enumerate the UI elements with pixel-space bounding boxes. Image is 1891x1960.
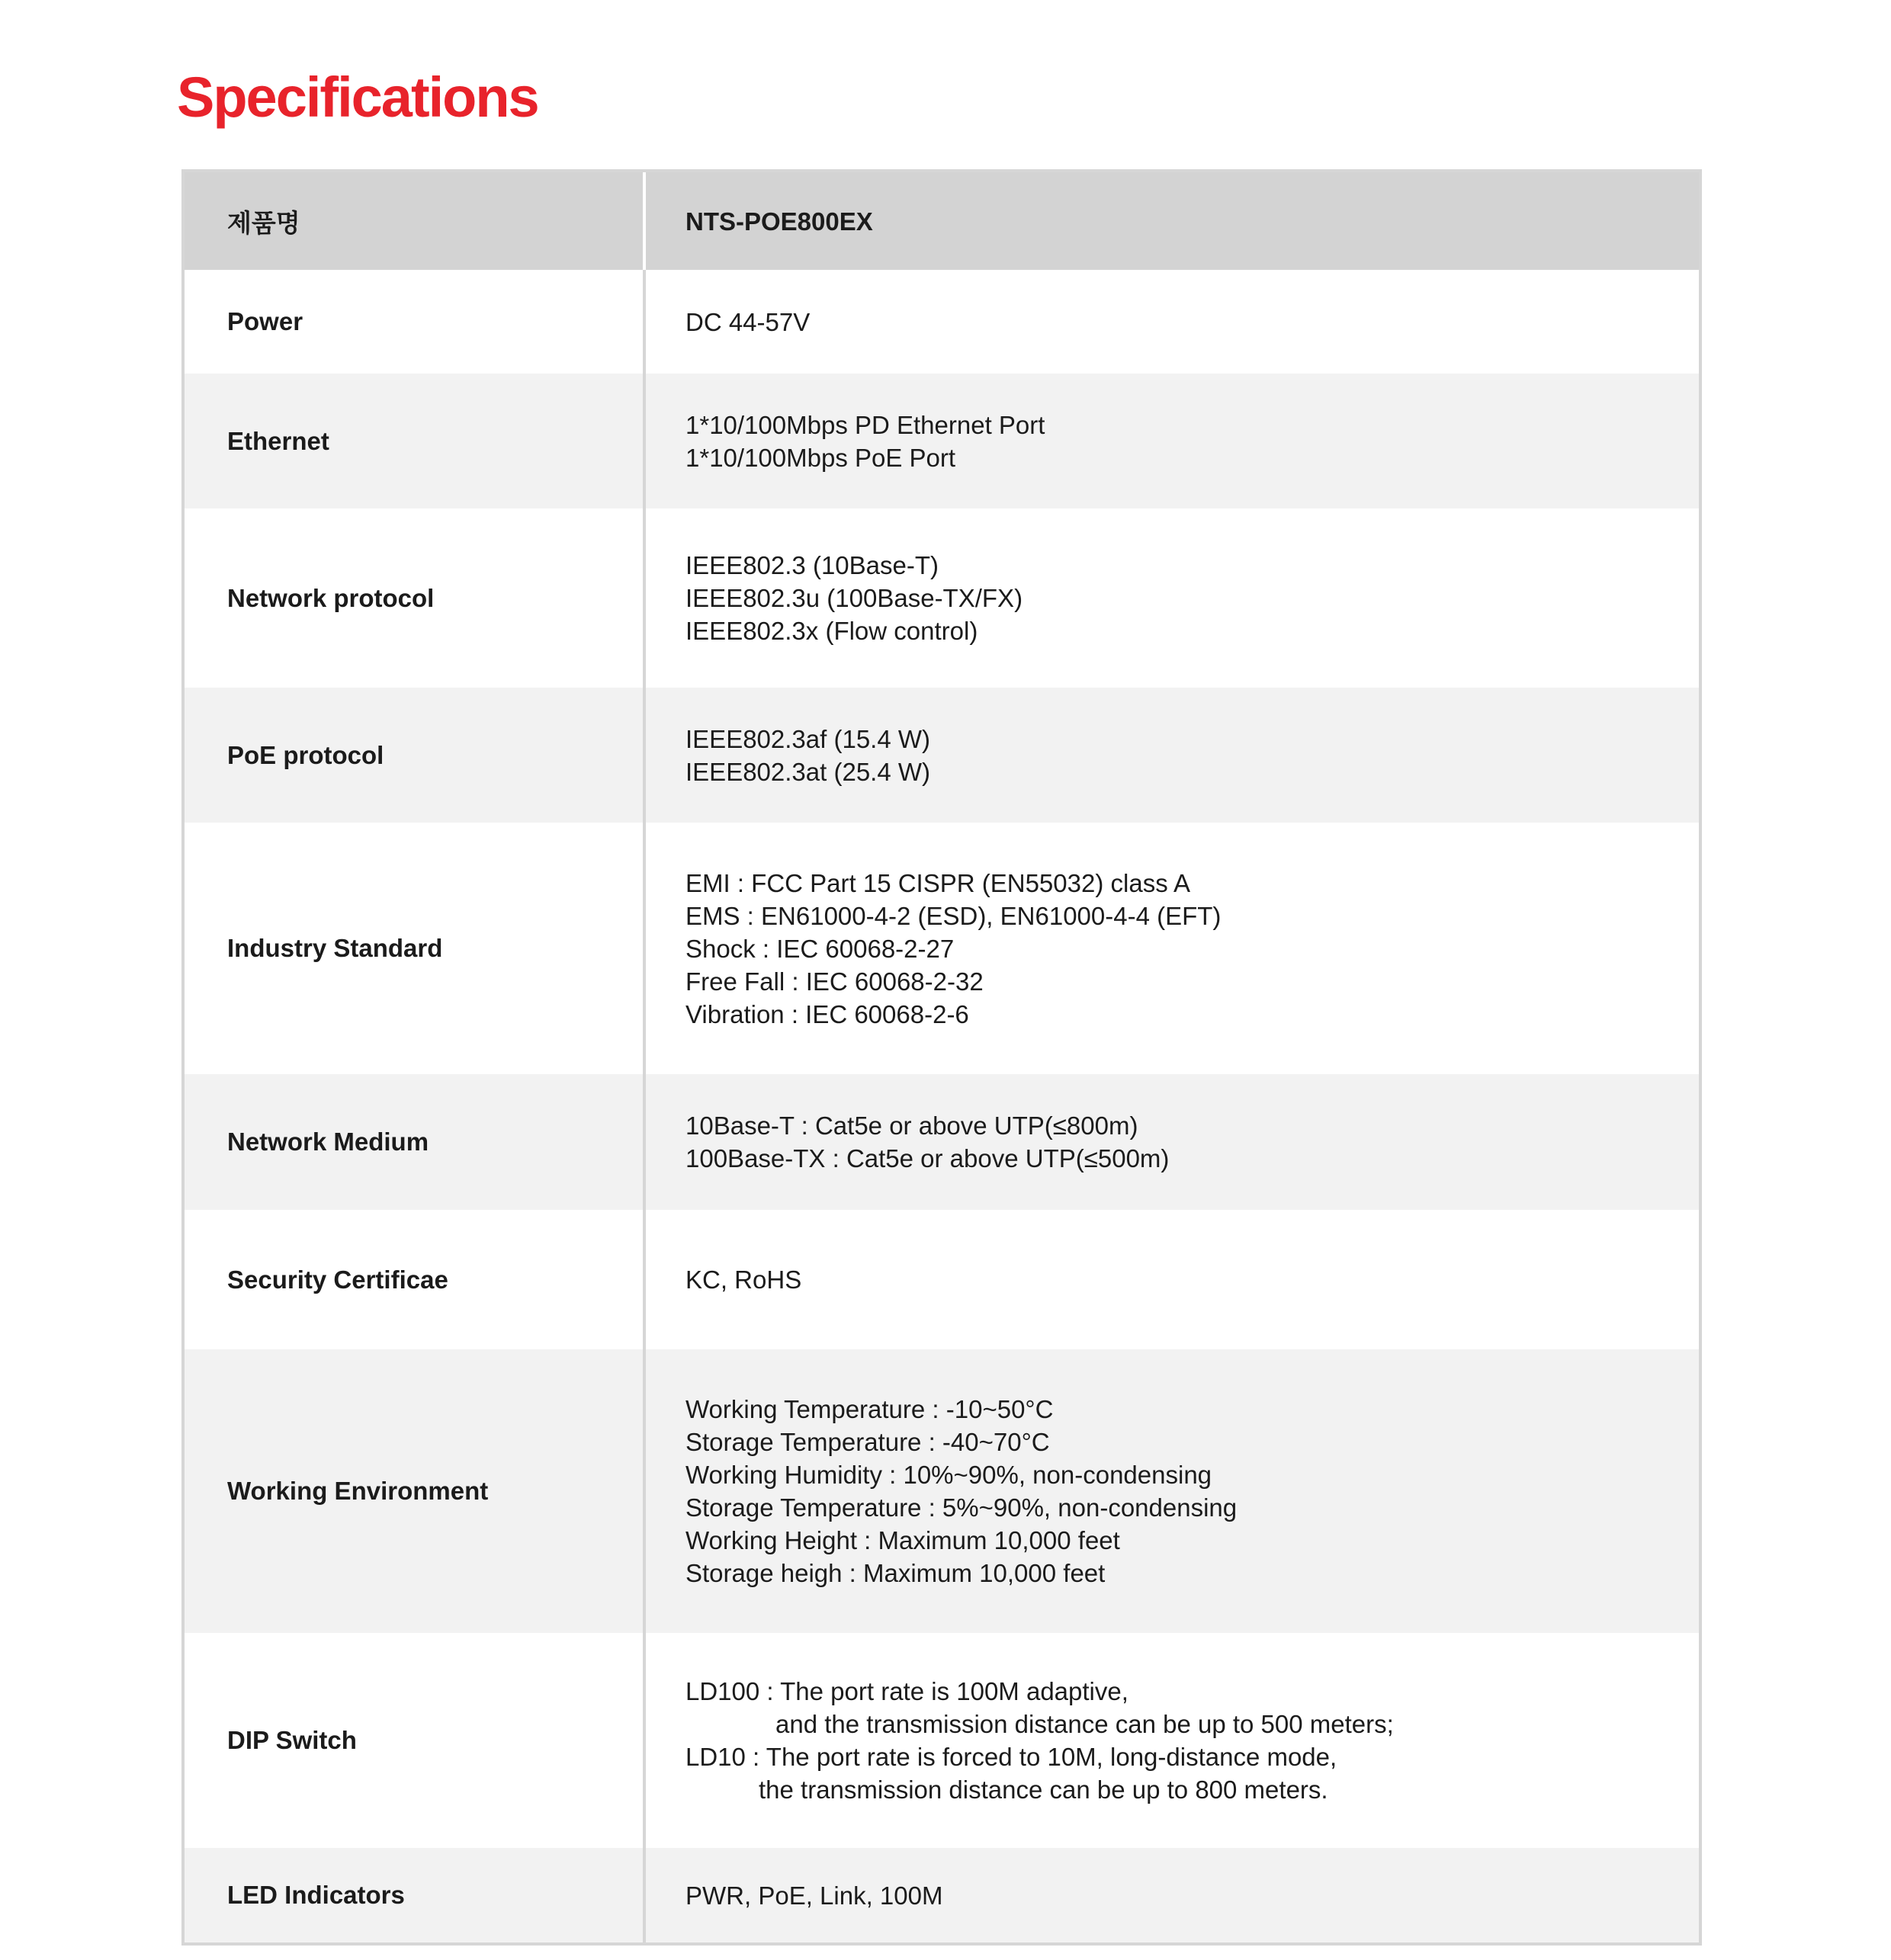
value-line: 1*10/100Mbps PoE Port <box>685 443 956 472</box>
page-title: Specifications <box>177 66 538 129</box>
value-line: LD100 : The port rate is 100M adaptive, <box>685 1677 1128 1705</box>
spec-table <box>181 169 1702 1946</box>
row-value-power <box>646 270 1699 374</box>
value-line: 10Base-T : Cat5e or above UTP(≤800m) <box>685 1112 1138 1140</box>
header-value <box>646 172 1699 270</box>
row-value-ethernet <box>646 374 1699 508</box>
value-line: DC 44-57V <box>685 307 811 336</box>
value-line: and the transmission distance can be up to 500 meters; <box>775 1710 1394 1738</box>
row-label-ethernet: Ethernet <box>185 374 646 508</box>
row-label-industry-standard: Industry Standard <box>185 823 646 1074</box>
row-label-dip-switch: DIP Switch <box>185 1633 646 1848</box>
row-value-working-environment <box>646 1349 1699 1633</box>
row-label-network-medium: Network Medium <box>185 1074 646 1210</box>
table-row <box>185 374 1699 508</box>
value-line: Working Temperature : -10~50°C <box>685 1395 1054 1423</box>
table-row <box>185 1633 1699 1848</box>
row-label-working-environment: Working Environment <box>185 1349 646 1633</box>
value-line: the transmission distance can be up to 800 meters. <box>759 1776 1328 1804</box>
row-value-poe-protocol <box>646 688 1699 823</box>
value-line: IEEE802.3 (10Base-T) <box>685 551 939 579</box>
value-line: EMI : FCC Part 15 CISPR (EN55032) class A <box>685 868 1191 897</box>
value-line: IEEE802.3at (25.4 W) <box>685 757 930 786</box>
row-value-dip-switch <box>646 1633 1699 1848</box>
value-line: IEEE802.3u (100Base-TX/FX) <box>685 584 1023 612</box>
table-row <box>185 1848 1699 1942</box>
table-row <box>185 1349 1699 1633</box>
table-row <box>185 823 1699 1074</box>
table-row <box>185 688 1699 823</box>
value-line: KC, RoHS <box>685 1265 802 1294</box>
value-line: 100Base-TX : Cat5e or above UTP(≤500m) <box>685 1144 1170 1172</box>
value-line: Working Humidity : 10%~90%, non-condensing <box>685 1461 1212 1489</box>
value-line: Storage Temperature : 5%~90%, non-condensing <box>685 1493 1238 1522</box>
value-line: Vibration : IEC 60068-2-6 <box>685 999 969 1028</box>
row-label-network-protocol: Network protocol <box>185 508 646 688</box>
row-value-security-certificate <box>646 1210 1699 1349</box>
value-line: IEEE802.3x (Flow control) <box>685 617 978 645</box>
table-row <box>185 1210 1699 1349</box>
table-header-row <box>185 172 1699 270</box>
row-value-industry-standard <box>646 823 1699 1074</box>
row-value-network-protocol <box>646 508 1699 688</box>
table-row <box>185 508 1699 688</box>
value-line: Working Height : Maximum 10,000 feet <box>685 1526 1120 1554</box>
value-line: IEEE802.3af (15.4 W) <box>685 724 930 753</box>
row-label-security-certificate: Security Certificae <box>185 1210 646 1349</box>
product-name: NTS-POE800EX <box>685 207 873 236</box>
table-row <box>185 1074 1699 1210</box>
header-label: 제품명 <box>185 172 646 270</box>
value-line: Storage heigh : Maximum 10,000 feet <box>685 1559 1106 1587</box>
value-line: 1*10/100Mbps PD Ethernet Port <box>685 410 1045 439</box>
row-value-led-indicators <box>646 1848 1699 1942</box>
value-line: Free Fall : IEC 60068-2-32 <box>685 967 984 996</box>
table-row <box>185 270 1699 374</box>
value-line: PWR, PoE, Link, 100M <box>685 1881 943 1910</box>
row-value-network-medium <box>646 1074 1699 1210</box>
value-line: EMS : EN61000-4-2 (ESD), EN61000-4-4 (EFT) <box>685 901 1222 930</box>
value-line: Shock : IEC 60068-2-27 <box>685 934 955 963</box>
row-label-poe-protocol: PoE protocol <box>185 688 646 823</box>
value-line: LD10 : The port rate is forced to 10M, long-distance mode, <box>685 1743 1337 1771</box>
row-label-power: Power <box>185 270 646 374</box>
value-line: Storage Temperature : -40~70°C <box>685 1428 1050 1456</box>
row-label-led-indicators: LED Indicators <box>185 1848 646 1942</box>
